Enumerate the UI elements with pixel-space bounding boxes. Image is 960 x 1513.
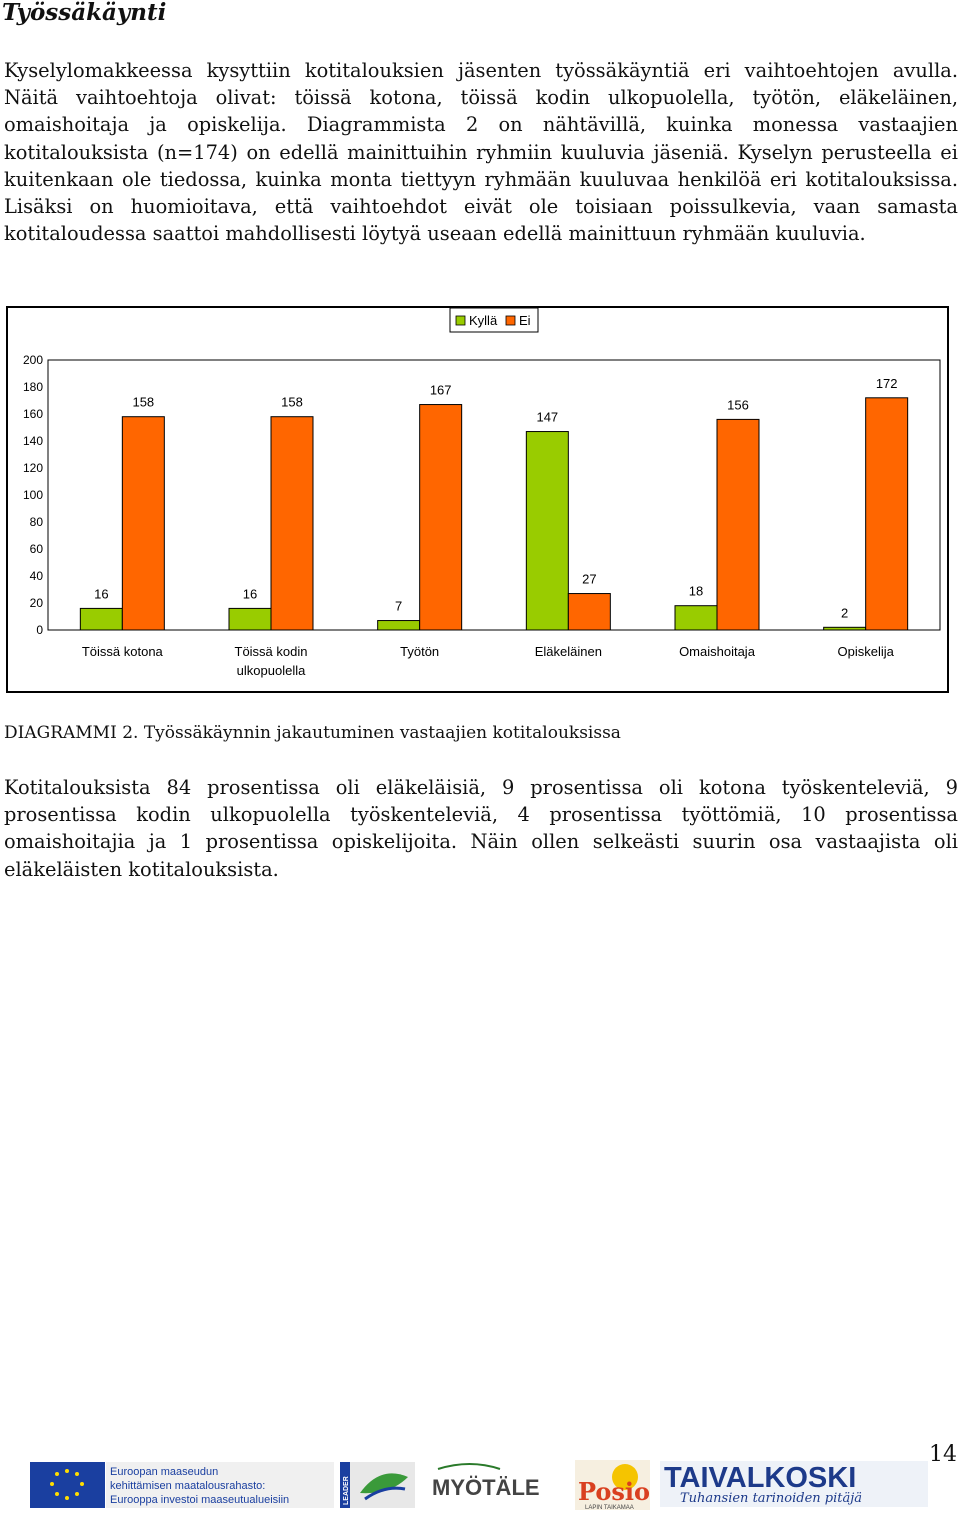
data-label-1-4: 156 [727,397,749,413]
data-label-0-5: 2 [841,605,849,621]
bar-1-5 [866,398,908,630]
bar-1-4 [717,419,759,630]
legend-label-1: Ei [519,313,531,328]
y-tick-label-9: 180 [22,380,43,394]
posio-text: Posio [578,1477,651,1506]
eu-line-2: kehittämisen maatalousrahasto: [110,1480,266,1492]
taivalkoski-subtitle: Tuhansien tarinoiden pitäjä [680,1491,863,1506]
legend-swatch-1 [506,316,515,325]
data-label-0-3: 147 [536,409,559,425]
x-tick-label-4: Omaishoitaja [679,644,755,659]
x-tick-label-5: Opiskelija [837,644,894,659]
page-number: 14 [929,1442,957,1467]
leader-logo [340,1462,415,1508]
y-tick-label-1: 20 [29,596,43,610]
data-label-1-1: 158 [281,394,303,410]
y-axis-ticks [23,353,43,637]
y-tick-label-3: 60 [29,542,43,556]
leader-text: LEADER [343,1476,350,1505]
bar-0-1 [229,608,271,630]
sponsor-logos [0,1455,960,1513]
x-tick-label-1: Töissä kodin ulkopuolella [234,644,308,678]
section-heading: Työssäkäynti [2,0,167,26]
y-tick-label-10: 200 [22,353,43,367]
posio-logo [575,1460,650,1511]
chart-legend [450,308,538,332]
y-tick-label-6: 120 [22,461,43,475]
chart-caption: DIAGRAMMI 2. Työssäkäynnin jakautuminen vastaajien kotitalouksissa [4,723,621,743]
eu-line-1: Euroopan maaseudun [110,1466,219,1478]
bar-0-2 [378,621,420,630]
x-tick-label-3: Eläkeläinen [534,644,602,659]
summary-paragraph: Kotitalouksista 84 prosentissa oli eläkeläisiä, 9 prosentissa oli kotona työskenteleviä, 9 prosentissa kodin ulkopuolella työskenteleviä, 4 prosentissa työttömiä, 10 prosentissa omaishoitajia ja 1 prosentissa opiskelijoita. Näin ollen selkeästi suurin osa vastaajista oli eläkeläisten kotitalouksista. [4,776,958,881]
bar-chart [6,306,949,693]
bar-1-3 [568,594,610,630]
bar-1-1 [271,417,313,630]
bar-1-2 [420,405,462,630]
data-label-0-2: 7 [395,598,403,614]
x-axis-labels [82,644,895,678]
eu-line-3: Eurooppa investoi maaseutualueisiin [110,1494,290,1506]
myotale-logo [432,1464,540,1500]
y-tick-label-0: 0 [36,623,43,637]
legend-label-0: Kyllä [469,313,498,328]
y-tick-label-5: 100 [22,488,43,502]
eu-flag-logo [30,1462,105,1508]
data-label-0-1: 16 [242,586,258,602]
y-tick-label-7: 140 [22,434,43,448]
legend-swatch-0 [456,316,465,325]
data-label-0-4: 18 [688,583,704,599]
myotale-text: MYÖTÄLE [432,1475,540,1500]
posio-subtitle: LAPIN TAIKAMAA [585,1505,634,1511]
bar-0-5 [824,627,866,630]
y-tick-label-4: 80 [29,515,43,529]
data-label-1-2: 167 [429,382,452,398]
data-label-1-3: 27 [582,571,597,587]
bar-0-0 [80,608,122,630]
y-tick-label-2: 40 [29,569,43,583]
x-tick-label-2: Työtön [400,644,440,659]
data-label-1-5: 172 [875,375,898,391]
intro-paragraph: Kyselylomakkeessa kysyttiin kotitalouksien jäsenten työssäkäyntiä eri vaihtoehtojen avulla. Näitä vaihtoehtoja olivat: töissä kotona, töissä kodin ulkopuolella, työtön, eläkeläinen, omaishoitaja ja opiskelija. Diagrammista 2 on nähtävillä, kuinka monessa vastaajien kotitalouksista (n=174) on edellä mainittuihin ryhmiin kuuluvia jäseniä. Kyselyn perusteella ei kuitenkaan ole tiedossa, kuinka monta tiettyyn ryhmään kuuluvaa henkilöä eri kotitalouksissa. Lisäksi on huomioitava, että vaihtoehdot eivät ole toisiaan poissulkevia, vaan samasta kotitaloudessa saattoi mahdollisesti löytyä useaan edellä mainittuun ryhmään kuuluvia. [4,59,958,246]
y-tick-label-8: 160 [22,407,43,421]
plot-area [48,360,940,630]
bar-0-3 [526,432,568,630]
bar-1-0 [122,417,164,630]
data-label-1-0: 158 [132,394,155,410]
taivalkoski-logo [660,1461,928,1507]
data-label-0-0: 16 [94,586,109,602]
taivalkoski-text: TAIVALKOSKI [664,1462,857,1494]
x-tick-label-0: Töissä kotona [81,644,163,659]
bar-0-4 [675,606,717,630]
